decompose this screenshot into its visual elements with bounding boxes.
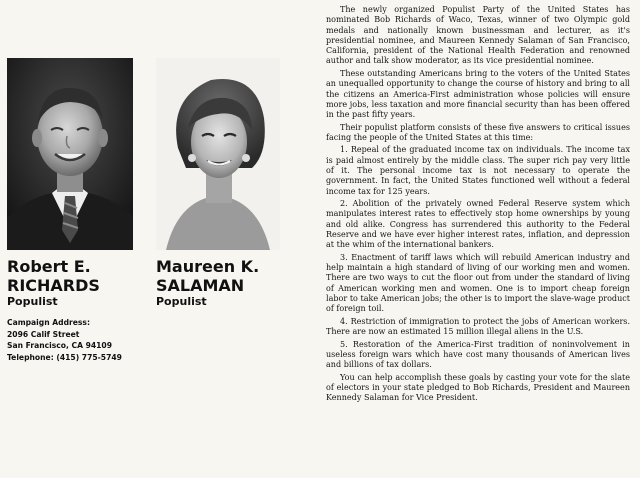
campaign-address-block [7,317,157,363]
salaman-last-name: SALAMAN [156,276,245,295]
statement-paragraph: The newly organized Populist Party of the United States has nominated Bob Richards of Waco, Texas, winner of two Olympic gold medals and nationally known businessman and lecturer, as it's presidential nominee, and Maureen Kennedy Salaman of San Francisco, California, president of the National Health Federation and renowned author and talk show moderator, as its vice presidential nominee. [326,5,630,66]
statement-paragraph: 5. Restoration of the America-First tradition of noninvolvement in useless foreign wars which have cost many thousands of American lives and billions of tax dollars. [326,339,630,370]
richards-portrait-photo [7,58,133,250]
statement-paragraph: You can help accomplish these goals by casting your vote for the slate of electors in your state pledged to Bob Richards, President and Maureen Kennedy Salaman for Vice President. [326,372,630,403]
statement-paragraph: 2. Abolition of the privately owned Federal Reserve system which manipulates interest rates to effectively stop home ownerships by young and old alike. Congress has surrendered this authority to the Federal Reserve and we have ever higher interest rates, inflation, and depression at the whim of the international bankers. [326,199,630,250]
salaman-name-heading [156,257,296,295]
salaman-first-name: Maureen K. [156,257,260,276]
statement-paragraph: 3. Enactment of tariff laws which will rebuild American industry and help maintain a high standard of living of our working men and women. There are two ways to cut the floor out from under the standard of living of American working men and women. One is to import cheap foreign labor to take American jobs; the other is to import the slave-wage product of foreign toil. [326,252,630,314]
statement-paragraph: 1. Repeal of the graduated income tax on individuals. The income tax is paid almost entirely by the middle class. The super rich pay very little of it. The personal income tax is not necessary to operate the government. In fact, the United States functioned well without a federal income tax for 125 years. [326,145,630,196]
statement-paragraph: 4. Restriction of immigration to protect the jobs of American workers. There are now an estimated 15 million illegal aliens in the U.S. [326,316,630,337]
richards-name-heading [7,257,147,295]
richards-last-name: RICHARDS [7,276,100,295]
campaign-address-label: Campaign Address: [7,318,90,327]
campaign-city: San Francisco, CA 94109 [7,341,113,350]
richards-party-label: Populist [7,295,58,308]
salaman-party-label: Populist [156,295,207,308]
richards-first-name: Robert E. [7,257,91,276]
statement-paragraph: Their populist platform consists of these five answers to critical issues facing the people of the United States at this time: [326,122,630,142]
salaman-portrait-photo [156,58,280,250]
candidate-statement [326,5,630,406]
campaign-telephone: Telephone: (415) 775-5749 [7,352,122,362]
campaign-street: 2096 Calif Street [7,329,80,339]
statement-paragraph: These outstanding Americans bring to the voters of the United States an unequalled opportunity to change the course of history and bring to all the citizens an America-First administration whose policies will ensure more jobs, less taxation and more financial security than has been offered in the past fifty years. [326,68,630,120]
